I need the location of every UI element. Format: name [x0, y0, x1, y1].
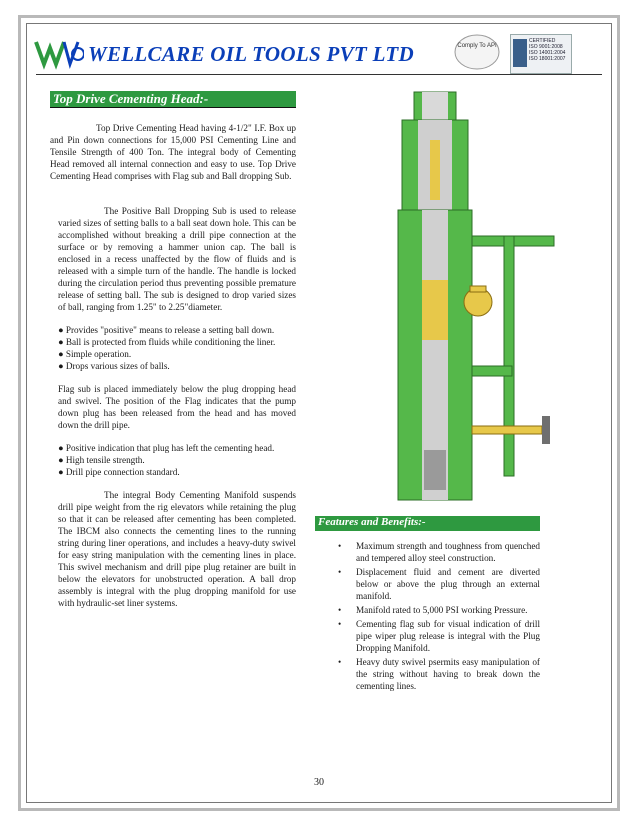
swivel-bearing — [430, 140, 440, 200]
ball-drop-shaft — [472, 426, 542, 434]
cert-line: ISO 14001:2004 — [529, 50, 566, 56]
page-header — [34, 32, 604, 76]
cementing-head-diagram — [318, 90, 608, 514]
feature-text: Manifold rated to 5,000 PSI working Pressure. — [356, 605, 528, 615]
list-item: ● Drops various sizes of balls. — [58, 361, 170, 371]
ball-drop-handle — [542, 416, 550, 444]
feature-text: Maximum strength and toughness from quenched and tempered alloy steel construction. — [356, 541, 540, 563]
features-heading-bar — [315, 516, 540, 531]
bullet-icon: • — [338, 605, 342, 615]
feature-text: Displacement fluid and cement are diverted below or above the plug through an external manifold. — [356, 567, 540, 601]
features-list — [318, 540, 540, 692]
cert-line: ISO 18001:2007 — [529, 56, 566, 62]
plug-retainer — [422, 280, 448, 340]
title-underline — [50, 107, 296, 108]
flag-sub-paragraph: Flag sub is placed immediately below the plug dropping head and swivel. The position of the Flag indicates that the pump down plug has been released from the head and has moved down the drill pipe. — [58, 384, 296, 430]
manifold-paragraph: The integral Body Cementing Manifold suspends drill pipe weight from the rig elevators while retaining the plug so that it can be released after cementing has been completed. The IBCM also connects the cementing lines to the running string during liner operations, and includes a heavy-duty swivel for easy string manipulation with the cementing lines in place. This swivel mechanism and drill pipe plug retainer are built in below the elevators for unobstructed operation. A ball drop assembly is integral with the plug dropping manifold for use with hydraulic-set liner systems. — [58, 490, 296, 608]
bullet-icon: • — [338, 567, 342, 577]
section-title: Top Drive Cementing Head:- — [53, 91, 209, 106]
certification-list — [529, 38, 565, 62]
flag-sub-bullets — [58, 442, 296, 478]
list-item: ● Simple operation. — [58, 349, 132, 359]
features-heading: Features and Benefits:- — [318, 516, 426, 528]
ball-dropping-bullets — [58, 324, 296, 372]
bottom-pin — [424, 450, 446, 490]
section-title-bar — [50, 91, 296, 108]
intro-section — [50, 122, 296, 193]
list-item: ● Drill pipe connection standard. — [58, 467, 180, 477]
ball-dropping-section — [58, 205, 296, 620]
list-item: ● High tensile strength. — [58, 455, 145, 465]
api-badge-text: Comply To API — [457, 43, 497, 49]
manifold-riser — [504, 236, 514, 476]
feature-text: Cementing flag sub for visual indication of drill pipe wiper plug release is integral with the Plug Dropping Manifold. — [356, 619, 540, 653]
intro-paragraph: Top Drive Cementing Head having 4-1/2" I.F. Box up and Pin down connections for 15,000 PSI Cementing Line and Tensile Strength of 400 Ton. The integral body of Cementing Head removed all internal connection and easy to use. Top Drive Cementing Head comprises with Flag sub and Ball dropping Sub. — [50, 123, 296, 181]
cert-line: CERTIFIED — [529, 38, 556, 44]
api-badge — [454, 34, 500, 70]
list-item — [318, 604, 540, 616]
company-logo — [34, 36, 84, 70]
header-divider — [36, 74, 602, 75]
list-item: ● Provides "positive" means to release a setting ball down. — [58, 325, 275, 335]
list-item — [318, 566, 540, 602]
company-name: WELLCARE OIL TOOLS PVT LTD — [88, 42, 414, 66]
cert-line: ISO 9001:2008 — [529, 44, 563, 50]
feature-text: Heavy duty swivel psermits easy manipulation of the string without having to break down the cementing lines. — [356, 657, 540, 691]
list-item — [318, 540, 540, 564]
upper-manifold-outlet — [514, 236, 554, 246]
list-item: ● Positive indication that plug has left the cementing head. — [58, 443, 275, 453]
bullet-icon: • — [338, 541, 342, 551]
valve-handle — [470, 286, 486, 292]
certification-logo-icon — [513, 39, 527, 67]
api-badge-shape — [454, 34, 500, 70]
page-number: 30 — [314, 777, 324, 788]
bullet-icon: • — [338, 657, 342, 667]
lower-manifold-inlet — [472, 366, 512, 376]
list-item — [318, 656, 540, 692]
list-item — [318, 618, 540, 654]
bore-top — [422, 92, 448, 120]
list-item: ● Ball is protected from fluids while conditioning the liner. — [58, 337, 276, 347]
certification-badge — [510, 34, 572, 74]
ball-dropping-paragraph: The Positive Ball Dropping Sub is used to release varied sizes of setting balls to a ball seat down hole. This can be accomplished without breaking a drill pipe connection at the surface or by removing a hammer union cap. The ball is enclosed in a recess unaffected by the flow of fluids and is released with a simple turn of the handle. The handle is locked during the circulation period thus preventing possible premature release of setting ball. The sub is designed to drop varied sizes of ball, ranging from 1.25" to 2.25"diameter. — [58, 206, 296, 312]
bullet-icon: • — [338, 619, 342, 629]
